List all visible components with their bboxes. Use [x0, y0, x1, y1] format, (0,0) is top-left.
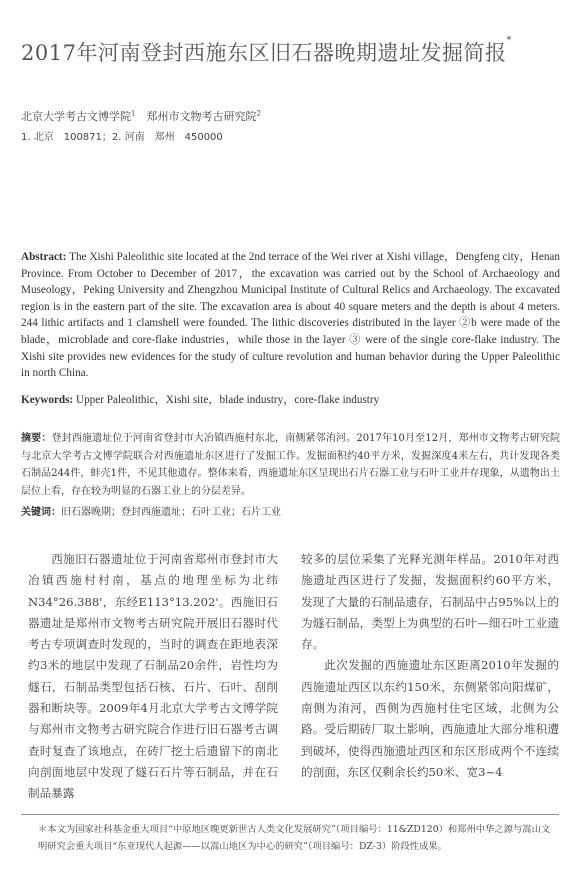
english-keywords — [21, 391, 560, 407]
author-line — [21, 108, 261, 124]
keywords-label: Keywords: — [21, 394, 74, 406]
cn-abstract-label: 摘要： — [21, 433, 52, 444]
author-2-sup: 2 — [256, 109, 261, 118]
body-paragraph: 西施旧石器遗址位于河南省郑州市登封市大冶镇西施村村南，基点的地理坐标为北纬N34°26.388'，东经E113°13.202'。西施旧石器遗址是郑州市文物考古研究院开展旧石器时代考古专项调查时发现的，当时的调查在距地表深约3米的地层中发现了石制品20余件，岩性均为燧石，石制品类型包括石核、石片、石叶、刮削器和断块等。2009年4月北京大学考古文博学院与郑州市文物考古研究院合作进行旧石器考古调查时复查了该地点，在砖厂挖土后遗留下的南北向剖面地层中发现了燧石石片等石制品，并在石制品暴露 — [28, 552, 278, 801]
author-2: 郑州市文物考古研究院 — [146, 110, 257, 123]
body-paragraph: 此次发掘的西施遗址东区距离2010年发掘的西施遗址西区以东约150米，东侧紧邻向阳煤矿，南侧为洧河，西侧为西施村住宅区域，北侧为公路。受后期砖厂取土影响，西施遗址大部分堆积遭到破坏，使得西施遗址西区和东区形成两个不连续的剖面，东区仅剩余长约50米、宽3~4 — [301, 658, 559, 779]
chinese-abstract — [21, 430, 560, 500]
cn-abstract-text: 登封西施遗址位于河南省登封市大冶镇西施村东北，南侧紧邻洧河。2017年10月至12月，郑州市文物考古研究院与北京大学考古文博学院联合对西施遗址东区进行了发掘工作。发掘面积约40平方米，发掘深度4米左右，共计发现各类石制品244件，蚌壳1件，不见其他遗存。整体来看，西施遗址东区呈现出石片石器工业与石叶工业并存现象，从遗物出土层位上看，存在较为明显的石器工业上的分层差异。 — [21, 433, 561, 497]
body-column-right — [301, 549, 559, 783]
author-1-sup: 1 — [131, 109, 136, 118]
chinese-keywords — [21, 503, 281, 518]
abstract-label: Abstract: — [21, 251, 67, 263]
footnote: ＊本文为国家社科基金重大项目“中原地区晚更新世古人类文化发展研究”（项目编号：11&ZD120）和郑州中华之源与嵩山文明研究会重大项目“东亚现代人起源——以嵩山地区为中心的研究”（项目编号：DZ-3）阶段性成果。 — [38, 824, 551, 852]
cn-keywords-text: 旧石器晚期；登封西施遗址；石叶工业；石片工业 — [61, 507, 281, 518]
abstract-text: The Xishi Paleolithic site located at the 2nd terrace of the Wei river at Xishi village，Dengfeng city，Henan Province. From October to December of 2017，the excavation was carried out by the School of Archaeology and Museology，Peking University and Zhengzhou Municipal Institute of Cultural Relics and Archaeology. The excavated region is in the eastern part of the site. The excavation area is about 40 square meters and the depth is about 4 meters. 244 lithic artifacts and 1 clamshell were founded. The lithic discoveries distributed in the layer ②b were made of the blade，microblade and core-flake industries，while those in the layer ③ were of the single core-flake industry. The Xishi site provides new evidences for the study of culture revolution and human behavior during the Upper Paleolithic in north China. — [21, 251, 560, 380]
footnote-divider — [21, 814, 559, 815]
body-column-left — [28, 549, 278, 805]
english-abstract — [21, 249, 560, 382]
affiliations: 1. 北京 100871；2. 河南 郑州 450000 — [21, 132, 223, 143]
keywords-text: Upper Paleolithic，Xishi site，blade industry，core-flake industry — [76, 394, 380, 406]
title-text: 2017年河南登封西施东区旧石器晚期遗址发掘简报 — [21, 41, 507, 65]
title-footnote-mark: * — [506, 35, 512, 46]
paper-title — [21, 37, 566, 67]
cn-keywords-label: 关键词： — [21, 507, 61, 518]
body-paragraph: 较多的层位采集了光释光测年样品。2010年对西施遗址西区进行了发掘，发掘面积约60平方米，发现了大量的石制品遗存，石制品中占95%以上的为燧石制品，类型上为典型的石叶—细石叶工业遗存。 — [301, 552, 559, 652]
author-1: 北京大学考古文博学院 — [21, 110, 131, 123]
